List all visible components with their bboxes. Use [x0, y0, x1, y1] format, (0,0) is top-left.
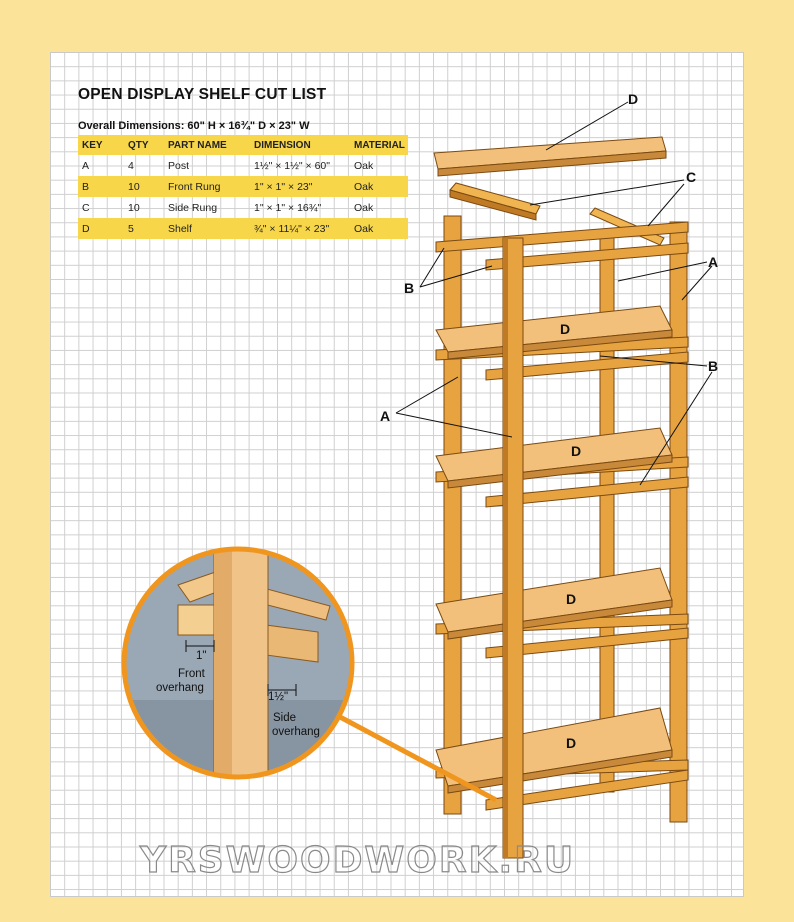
- col-qty: QTY: [124, 135, 164, 155]
- cell-material: Oak: [350, 218, 408, 239]
- front-overhang-label-2: overhang: [156, 682, 204, 694]
- col-key: KEY: [78, 135, 124, 155]
- callout-b-right: B: [708, 358, 719, 374]
- joint-detail-inset: [124, 548, 352, 777]
- side-overhang-label-1: Side: [273, 712, 297, 724]
- cell-dimension: 1" × 1" × 23": [250, 176, 350, 197]
- col-dimension: DIMENSION: [250, 135, 350, 155]
- side-overhang-dimension: 1½": [268, 691, 289, 703]
- overall-dimensions: Overall Dimensions: 60" H × 16¾" D × 23" W: [78, 120, 310, 132]
- col-material: MATERIAL: [350, 135, 408, 155]
- cell-part: Shelf: [164, 218, 250, 239]
- cell-material: Oak: [354, 201, 374, 214]
- page-title: OPEN DISPLAY SHELF CUT LIST: [78, 86, 327, 103]
- side-overhang-label-2: overhang: [272, 726, 320, 738]
- cell-part: Side Rung: [168, 201, 218, 214]
- shelf-label-d: D: [571, 443, 582, 459]
- cell-dimension: ¾" × 11¼" × 23": [250, 218, 350, 239]
- callout-a-left: A: [380, 408, 391, 424]
- watermark: YRSWOODWORK.RU: [140, 840, 576, 881]
- front-post: [503, 238, 523, 858]
- cell-key: B: [78, 176, 124, 197]
- col-part-name: PART NAME: [164, 135, 250, 155]
- cell-qty: 10: [128, 201, 140, 214]
- callout-d-top: D: [628, 91, 639, 107]
- cell-qty: 10: [124, 176, 164, 197]
- cell-key: A: [82, 159, 90, 172]
- shelf-label-d: D: [566, 735, 577, 751]
- cell-dimension: 1½" × 1½" × 60": [254, 159, 330, 172]
- cell-key: D: [78, 218, 124, 239]
- cell-key: C: [82, 201, 90, 214]
- cell-qty: 5: [124, 218, 164, 239]
- callout-c: C: [686, 169, 697, 185]
- shelves: [436, 306, 672, 793]
- shelf-label-d: D: [560, 321, 571, 337]
- cell-dimension: 1" × 1" × 16¾": [254, 201, 322, 214]
- cell-qty: 4: [128, 159, 134, 172]
- cell-material: Oak: [354, 159, 374, 172]
- front-overhang-dimension: 1": [196, 650, 207, 662]
- cell-part: Front Rung: [164, 176, 250, 197]
- callout-b-left: B: [404, 280, 415, 296]
- cell-part: Post: [168, 159, 190, 172]
- shelf-label-d: D: [566, 591, 577, 607]
- cell-material: Oak: [350, 176, 408, 197]
- front-overhang-label-1: Front: [178, 668, 205, 680]
- callout-a-right: A: [708, 254, 719, 270]
